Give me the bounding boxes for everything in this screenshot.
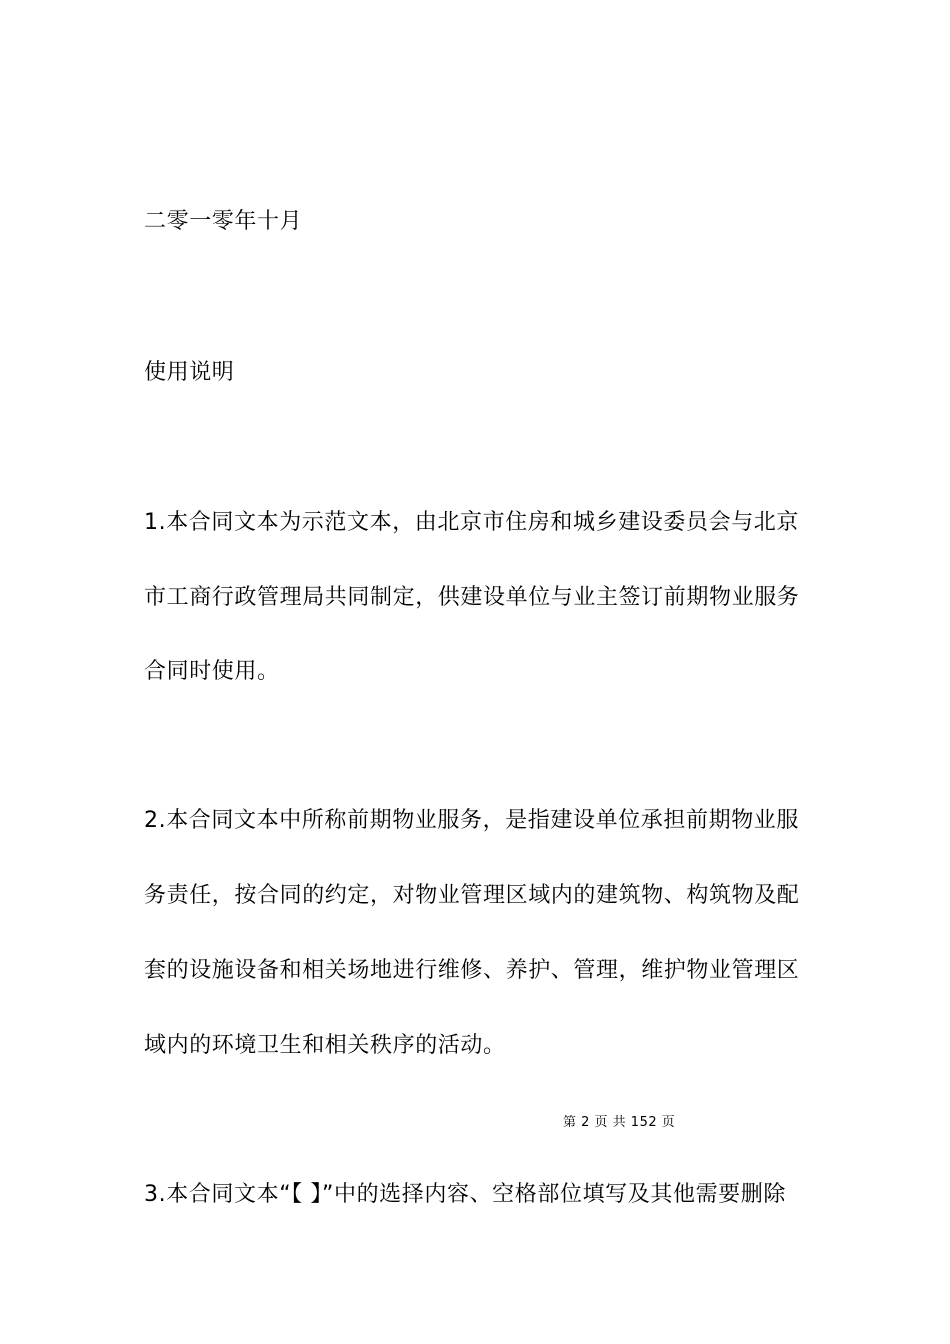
paragraph-line: 套的设施设备和相关场地进行维修、养护、管理，维护物业管理区 — [144, 958, 800, 983]
paragraph-line: 务责任，按合同的约定，对物业管理区域内的建筑物、构筑物及配 — [144, 883, 800, 908]
paragraph-line: 2.本合同文本中所称前期物业服务，是指建设单位承担前期物业服 — [144, 808, 799, 833]
paragraph-line: 市工商行政管理局共同制定，供建设单位与业主签订前期物业服务 — [144, 585, 800, 610]
paragraph-line: 3.本合同文本“【 】”中的选择内容、空格部位填写及其他需要删除 — [144, 1182, 786, 1207]
page-footer: 第 2 页 共 152 页 — [563, 1115, 676, 1130]
paragraph-line: 合同时使用。 — [144, 659, 280, 684]
document-date: 二零一零年十月 — [144, 209, 303, 234]
section-title: 使用说明 — [144, 360, 235, 385]
paragraph-line: 1.本合同文本为示范文本，由北京市住房和城乡建设委员会与北京 — [144, 510, 799, 535]
paragraph-line: 域内的环境卫生和相关秩序的活动。 — [144, 1033, 506, 1058]
